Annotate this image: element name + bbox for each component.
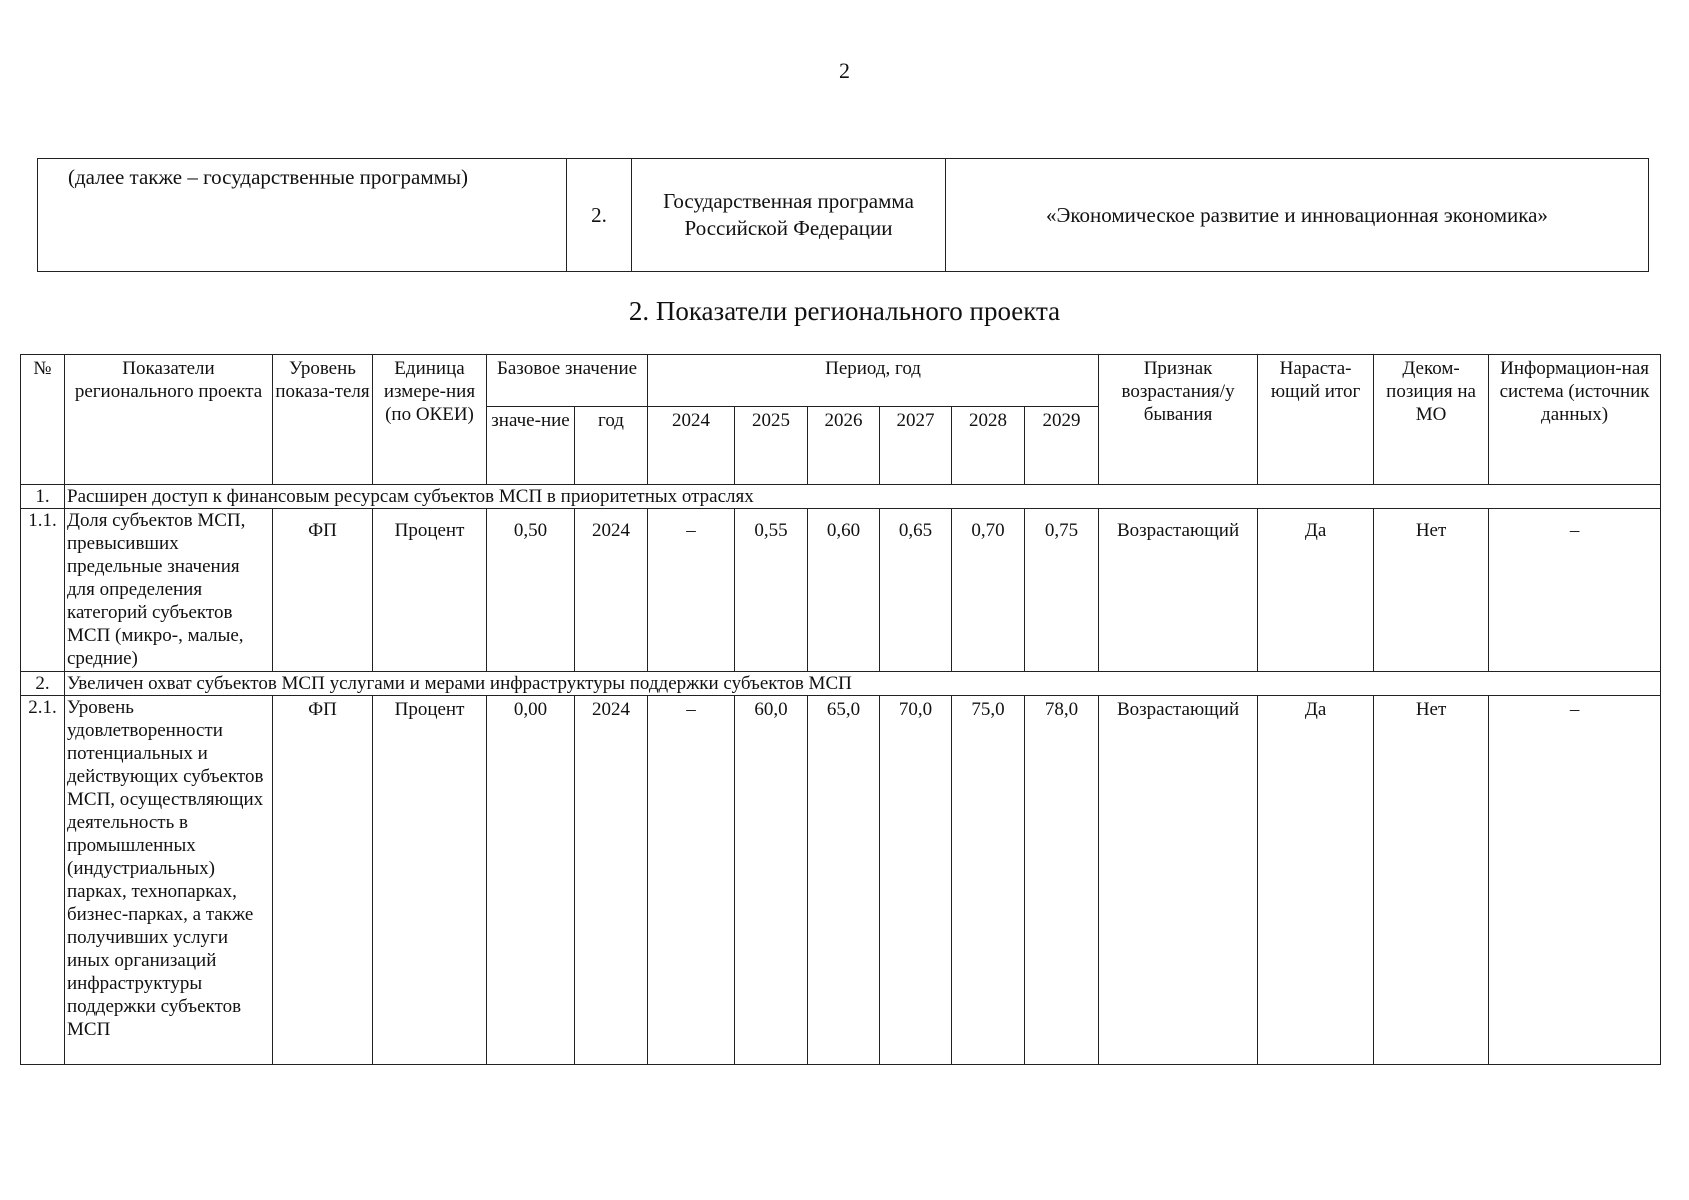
row-value: –	[648, 509, 735, 672]
header-decomposition: Деком-позиция на МО	[1374, 355, 1489, 485]
indicators-table	[20, 354, 1661, 1065]
row-decomposition: Нет	[1374, 509, 1489, 672]
row-value: 0,65	[880, 509, 952, 672]
section-num: 1.	[21, 485, 65, 509]
row-info-system: –	[1489, 509, 1661, 672]
row-unit: Процент	[373, 509, 487, 672]
header-level: Уровень показа-теля	[273, 355, 373, 485]
row-level: ФП	[273, 509, 373, 672]
row-info-system: –	[1489, 696, 1661, 1065]
header-year: 2027	[880, 407, 952, 485]
row-value: 0,70	[952, 509, 1025, 672]
section-num: 2.	[21, 672, 65, 696]
program-table	[37, 158, 1649, 272]
header-trend: Признак возрастания/у бывания	[1099, 355, 1258, 485]
program-type: Государственная программа Российской Федерации	[632, 159, 946, 272]
program-name: «Экономическое развитие и инновационная экономика»	[946, 159, 1649, 272]
row-value: 0,55	[735, 509, 808, 672]
header-year: 2028	[952, 407, 1025, 485]
row-value: 0,75	[1025, 509, 1099, 672]
section-title-cell: Расширен доступ к финансовым ресурсам субъектов МСП в приоритетных отраслях	[65, 485, 1661, 509]
header-cumulative: Нараста-ющий итог	[1258, 355, 1374, 485]
row-indicator: Доля субъектов МСП, превысивших предельные значения для определения категорий субъектов МСП (микро-, малые, средние)	[65, 509, 273, 672]
header-num: №	[21, 355, 65, 485]
table-row	[21, 509, 1661, 672]
header-year: 2026	[808, 407, 880, 485]
header-base-year: год	[575, 407, 648, 485]
row-trend: Возрастающий	[1099, 509, 1258, 672]
section-row	[21, 485, 1661, 509]
row-value: 60,0	[735, 696, 808, 1065]
program-note: (далее также – государственные программы)	[38, 159, 567, 272]
row-base-year: 2024	[575, 509, 648, 672]
header-unit: Единица измере-ния (по ОКЕИ)	[373, 355, 487, 485]
header-base: Базовое значение	[487, 355, 648, 407]
header-indicator: Показатели регионального проекта	[65, 355, 273, 485]
row-value: 70,0	[880, 696, 952, 1065]
row-value: 65,0	[808, 696, 880, 1065]
row-decomposition: Нет	[1374, 696, 1489, 1065]
header-year: 2024	[648, 407, 735, 485]
row-trend: Возрастающий	[1099, 696, 1258, 1065]
program-number: 2.	[567, 159, 632, 272]
row-num: 1.1.	[21, 509, 65, 672]
section-row	[21, 672, 1661, 696]
header-base-value: значе-ние	[487, 407, 575, 485]
section-title: 2. Показатели регионального проекта	[628, 296, 1061, 326]
row-unit: Процент	[373, 696, 487, 1065]
header-year: 2025	[735, 407, 808, 485]
row-indicator: Уровень удовлетворенности потенциальных и действующих субъектов МСП, осуществляющих деятельность в промышленных (индустриальных) парках, технопарках, бизнес-парках, а также получивших услуги иных организаций инфраструктуры поддержки субъектов МСП	[65, 696, 273, 1065]
row-level: ФП	[273, 696, 373, 1065]
row-value: 78,0	[1025, 696, 1099, 1065]
row-value: 0,60	[808, 509, 880, 672]
header-period: Период, год	[648, 355, 1099, 407]
row-cumulative: Да	[1258, 696, 1374, 1065]
row-value: –	[648, 696, 735, 1065]
page-number: 2	[839, 58, 850, 83]
row-base-value: 0,50	[487, 509, 575, 672]
row-num: 2.1.	[21, 696, 65, 1065]
table-row	[21, 696, 1661, 1065]
header-year: 2029	[1025, 407, 1099, 485]
row-value: 75,0	[952, 696, 1025, 1065]
header-info-system: Информацион-ная система (источник данных)	[1489, 355, 1661, 485]
row-base-year: 2024	[575, 696, 648, 1065]
section-title-cell: Увеличен охват субъектов МСП услугами и мерами инфраструктуры поддержки субъектов МСП	[65, 672, 1661, 696]
row-cumulative: Да	[1258, 509, 1374, 672]
row-base-value: 0,00	[487, 696, 575, 1065]
